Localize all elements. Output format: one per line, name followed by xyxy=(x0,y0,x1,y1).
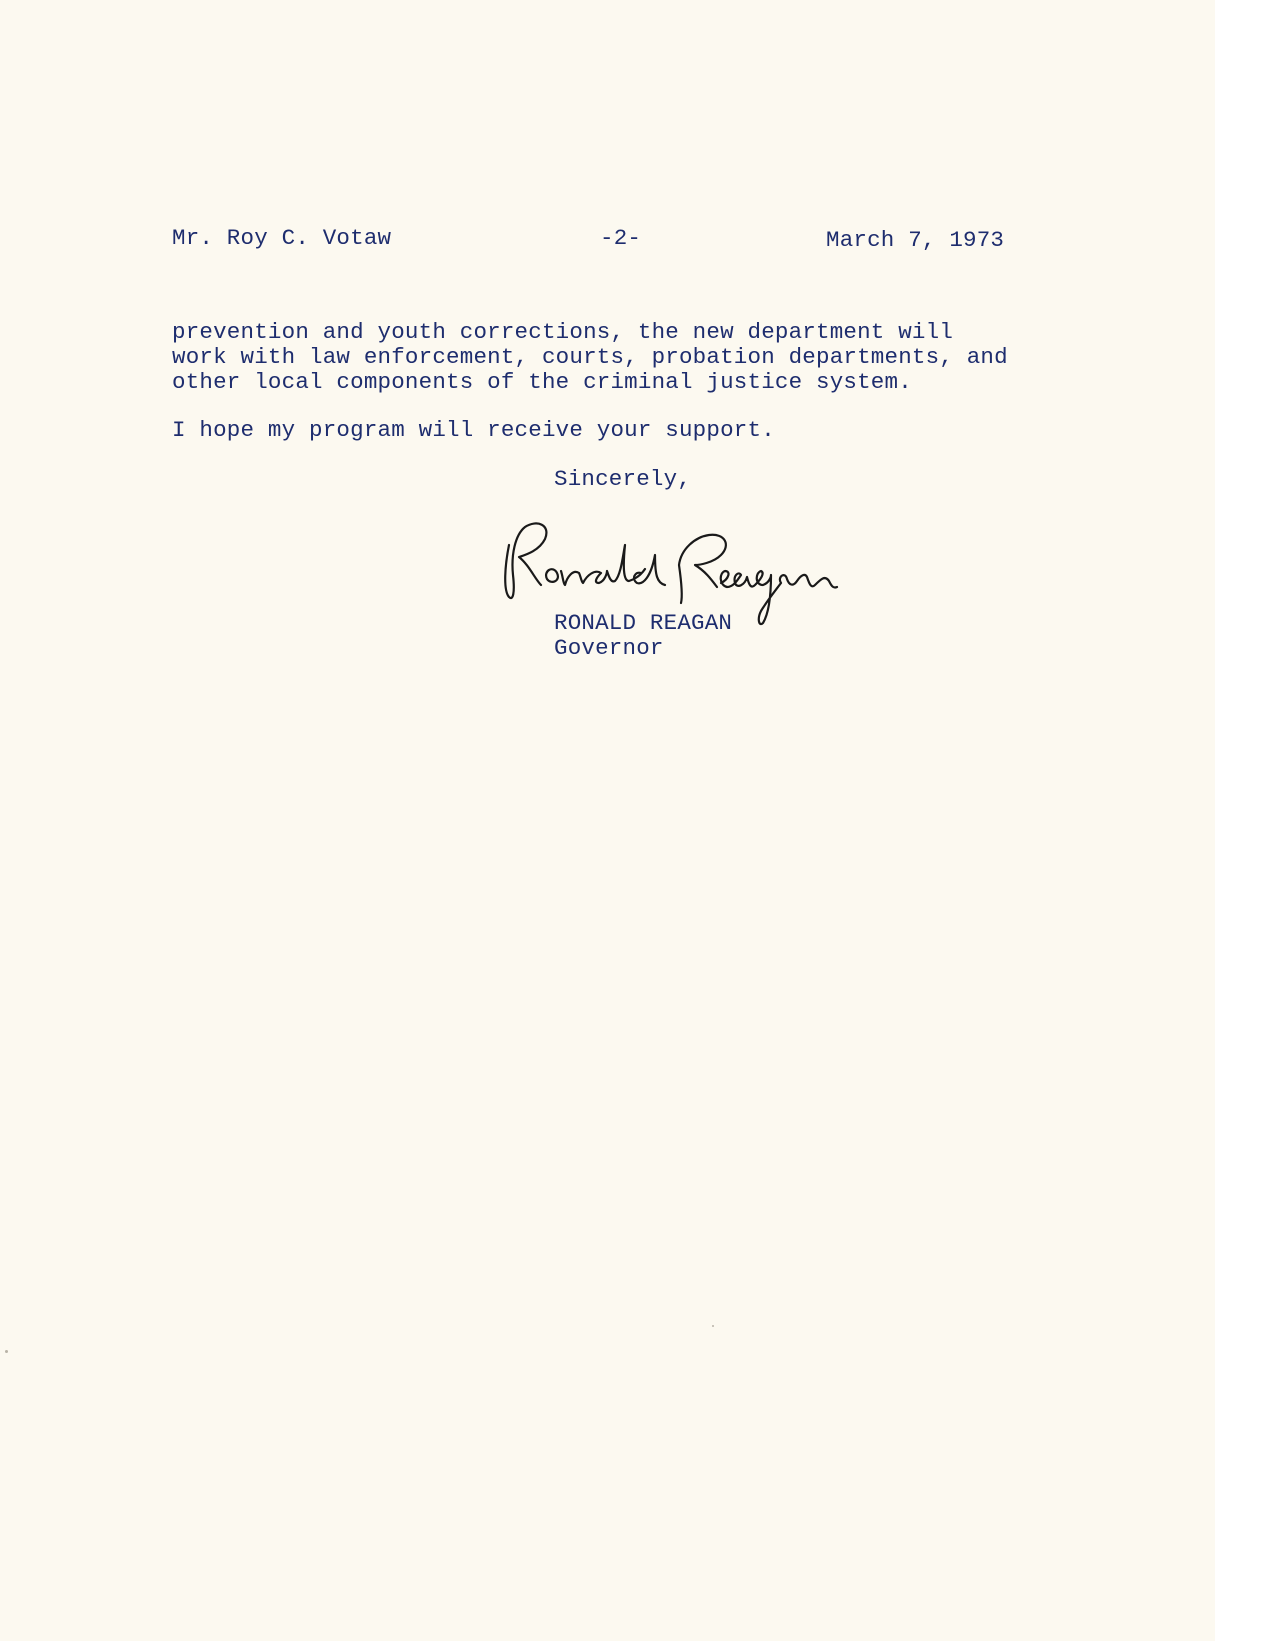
salutation: Sincerely, xyxy=(554,466,692,492)
closing-paragraph: I hope my program will receive your support. xyxy=(172,417,775,443)
signer-name: RONALD REAGAN xyxy=(554,610,733,636)
letter-date: March 7, 1973 xyxy=(826,227,1005,253)
body-line: work with law enforcement, courts, probation departments, and xyxy=(172,344,1008,370)
body-line: prevention and youth corrections, the new department will xyxy=(172,319,954,345)
page-number: -2- xyxy=(600,225,642,251)
scan-margin-bottom xyxy=(0,1641,1275,1647)
signer-title: Governor xyxy=(554,635,664,661)
paper-speck xyxy=(5,1350,8,1353)
body-line: other local components of the criminal justice system. xyxy=(172,369,912,395)
recipient-name: Mr. Roy C. Votaw xyxy=(172,225,392,251)
scan-margin-right xyxy=(1215,0,1275,1647)
paper-speck xyxy=(712,1325,714,1327)
